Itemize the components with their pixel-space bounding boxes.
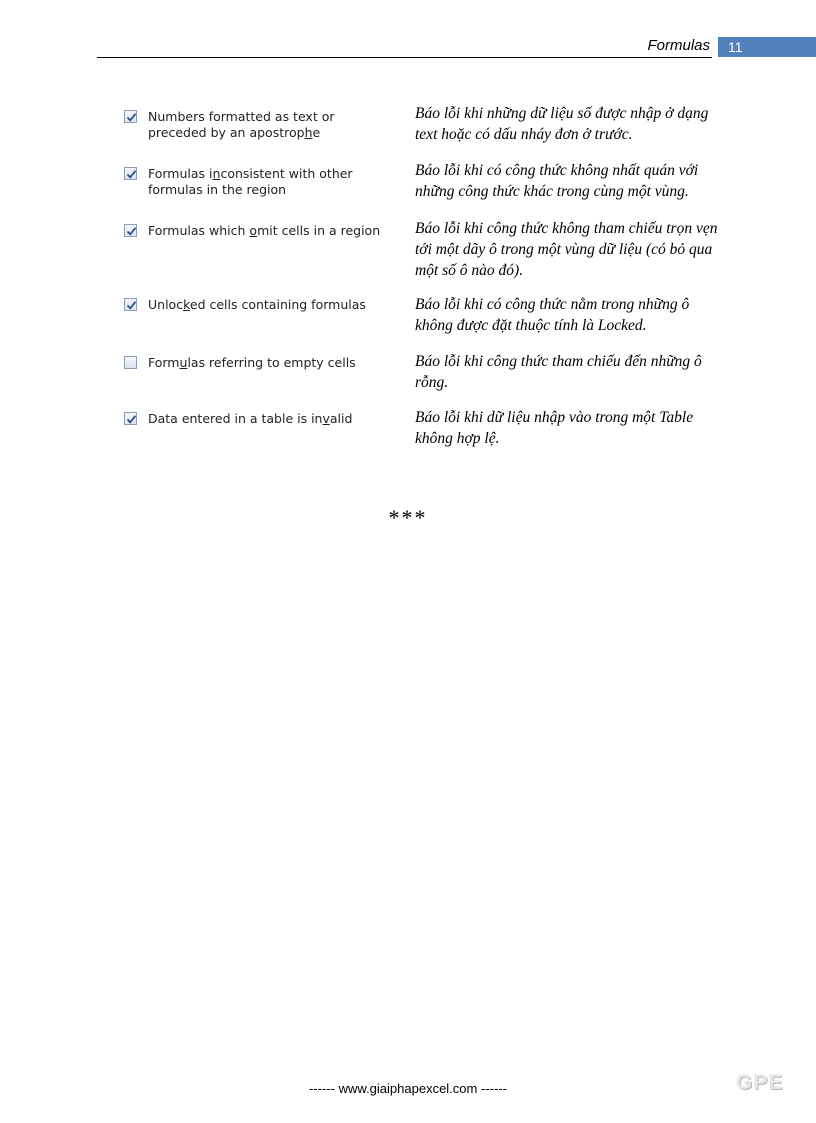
- header-title: Formulas: [647, 37, 710, 54]
- option-row: [124, 411, 352, 427]
- option-description: Báo lỗi khi có công thức không nhất quán với những công thức khác trong cùng một vùng.: [415, 162, 699, 200]
- header-rule: [97, 57, 712, 58]
- option-checkbox[interactable]: [124, 167, 137, 180]
- option-description: Báo lỗi khi công thức tham chiếu đến những ô rỗng.: [415, 353, 702, 391]
- checkmark-icon: [126, 226, 137, 237]
- option-description: Báo lỗi khi có công thức nằm trong những ô không được đặt thuộc tính là Locked.: [415, 296, 690, 334]
- option-row: [124, 223, 380, 239]
- option-label: Formulas inconsistent with other formulas in the region: [148, 166, 353, 197]
- footer-text: ------ www.giaiphapexcel.com ------: [309, 1081, 507, 1096]
- option-checkbox[interactable]: [124, 356, 137, 369]
- checkmark-icon: [126, 112, 137, 123]
- option-label: Formulas referring to empty cells: [148, 355, 356, 370]
- option-row: [124, 166, 353, 198]
- option-row: [124, 297, 366, 313]
- page-number-badge: 11: [718, 37, 816, 57]
- option-checkbox[interactable]: [124, 110, 137, 123]
- checkmark-icon: [126, 414, 137, 425]
- option-checkbox[interactable]: [124, 412, 137, 425]
- option-label: Unlocked cells containing formulas: [148, 297, 366, 312]
- option-row: [124, 109, 334, 141]
- option-description: Báo lỗi khi công thức không tham chiếu trọn vẹn tới một dãy ô trong một vùng dữ liệu (có bỏ qua một số ô nào đó).: [415, 220, 718, 279]
- option-description: Báo lỗi khi những dữ liệu số được nhập ở dạng text hoặc có dấu nháy đơn ở trước.: [415, 105, 709, 143]
- gpe-logo: GPE: [736, 1071, 784, 1094]
- option-label: Numbers formatted as text or preceded by an apostrophe: [148, 109, 335, 140]
- option-label: Data entered in a table is invalid: [148, 411, 353, 426]
- option-row: [124, 355, 356, 371]
- option-checkbox[interactable]: [124, 224, 137, 237]
- checkmark-icon: [126, 169, 137, 180]
- section-separator: ***: [388, 505, 428, 530]
- checkmark-icon: [126, 300, 137, 311]
- option-label: Formulas which omit cells in a region: [148, 223, 381, 238]
- option-checkbox[interactable]: [124, 298, 137, 311]
- option-description: Báo lỗi khi dữ liệu nhập vào trong một Table không hợp lệ.: [415, 409, 694, 447]
